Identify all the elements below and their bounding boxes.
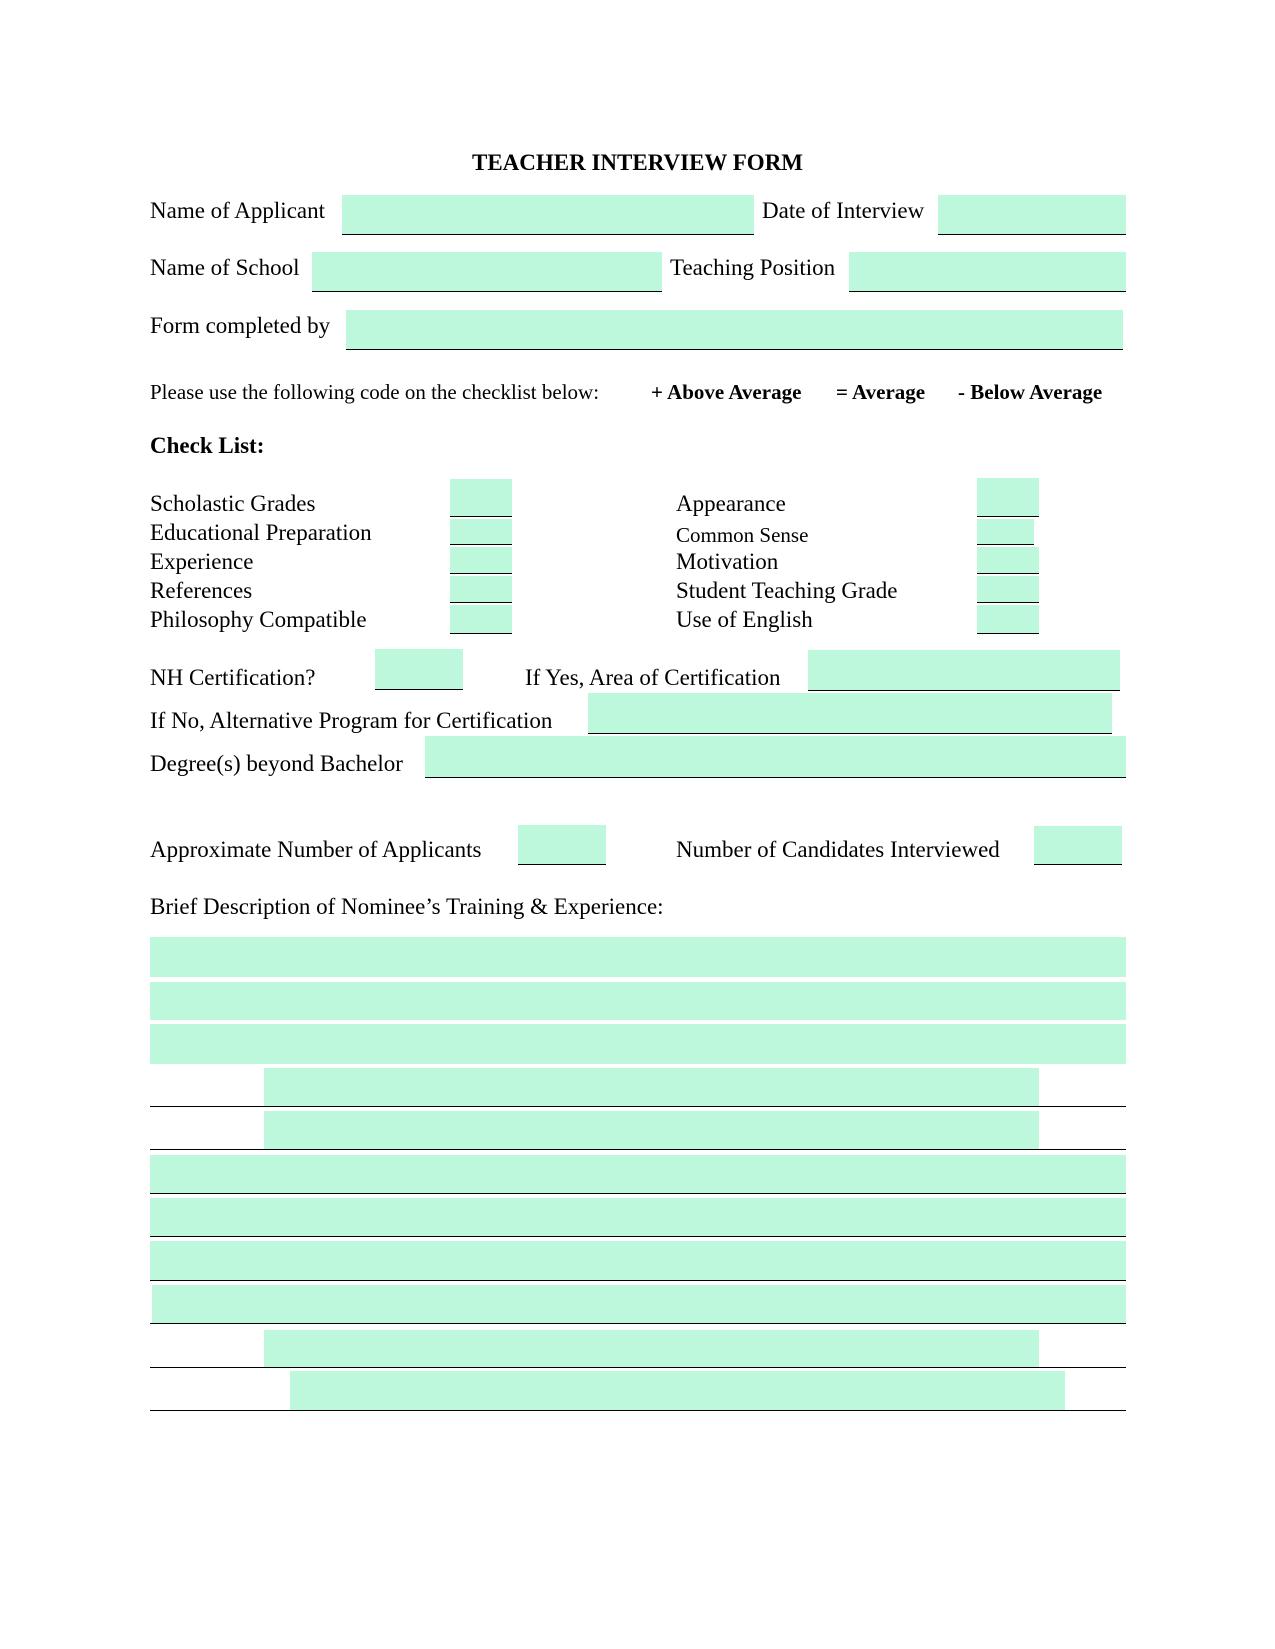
code-intro: Please use the following code on the checklist below: [150,380,600,404]
completed-by-label: Form completed by [150,313,331,338]
check-motivation-label: Motivation [676,549,779,574]
check-educational-preparation-field[interactable] [450,519,512,545]
check-appearance-field[interactable] [977,478,1039,517]
check-scholastic-grades-field[interactable] [450,479,512,517]
description-rule [150,1280,1126,1281]
nh-certification-label: NH Certification? [150,665,316,690]
description-line-8[interactable] [150,1241,1126,1280]
school-label: Name of School [150,255,300,280]
interviewed-count-field[interactable] [1034,826,1122,865]
interview-date-field[interactable] [938,195,1126,235]
description-line-4[interactable] [264,1068,1039,1106]
description-rule [150,1236,1126,1237]
check-use-of-english-field[interactable] [977,605,1039,634]
check-common-sense-field[interactable] [977,519,1034,545]
description-line-6[interactable] [150,1155,1126,1193]
description-rule [150,1149,1126,1150]
code-below-average: - Below Average [958,380,1103,404]
check-references-field[interactable] [450,576,512,603]
check-appearance-label: Appearance [676,491,786,516]
applicants-count-field[interactable] [518,825,606,865]
degree-label: Degree(s) beyond Bachelor [150,751,403,776]
applicant-label: Name of Applicant [150,198,326,223]
check-experience-label: Experience [150,549,254,574]
position-label: Teaching Position [670,255,836,280]
applicants-count-label: Approximate Number of Applicants [150,837,482,862]
area-certification-field[interactable] [808,650,1120,691]
check-common-sense-label: Common Sense [676,523,809,547]
check-scholastic-grades-label: Scholastic Grades [150,491,316,516]
nh-certification-field[interactable] [375,649,463,690]
description-rule [150,1106,1126,1107]
check-student-teaching-grade-field[interactable] [977,576,1039,603]
description-line-11[interactable] [290,1371,1065,1410]
degree-field[interactable] [425,736,1126,778]
check-student-teaching-grade-label: Student Teaching Grade [676,578,898,603]
alt-program-label: If No, Alternative Program for Certification [150,708,553,733]
school-name-field[interactable] [312,252,662,292]
description-line-7[interactable] [150,1198,1126,1236]
completed-by-field[interactable] [346,310,1123,350]
description-line-5[interactable] [264,1111,1039,1149]
check-references-label: References [150,578,253,603]
description-label: Brief Description of Nominee’s Training & Experience: [150,894,664,919]
description-line-3[interactable] [150,1024,1126,1064]
area-certification-label: If Yes, Area of Certification [525,665,781,690]
description-line-10[interactable] [264,1330,1039,1367]
check-motivation-field[interactable] [977,547,1039,574]
description-rule [150,1410,1126,1411]
check-experience-field[interactable] [450,547,512,574]
check-educational-preparation-label: Educational Preparation [150,520,372,545]
description-line-2[interactable] [150,982,1126,1020]
teaching-position-field[interactable] [849,252,1126,292]
description-rule [150,1323,1126,1324]
check-use-of-english-label: Use of English [676,607,813,632]
code-average: = Average [836,380,926,404]
check-philosophy-compatible-label: Philosophy Compatible [150,607,367,632]
checklist-heading: Check List: [150,433,265,458]
description-line-1[interactable] [150,937,1126,977]
alt-program-field[interactable] [588,693,1112,734]
check-philosophy-compatible-field[interactable] [450,605,512,634]
description-rule [150,1193,1126,1194]
form-title: TEACHER INTERVIEW FORM [471,150,804,175]
description-rule [150,1367,1126,1368]
description-line-9[interactable] [152,1285,1126,1323]
interviewed-count-label: Number of Candidates Interviewed [676,837,1000,862]
applicant-name-field[interactable] [342,195,754,235]
interview-date-label: Date of Interview [762,198,925,223]
code-above-average: + Above Average [651,380,802,404]
